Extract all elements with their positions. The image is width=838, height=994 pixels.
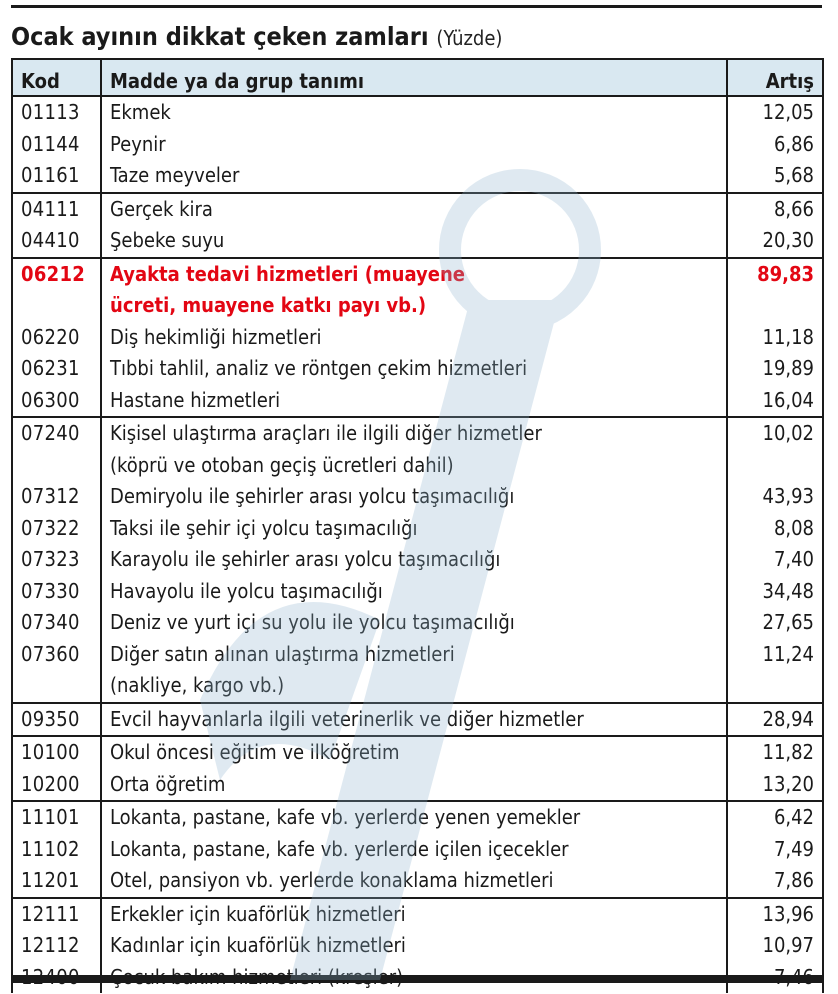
table-row: [12, 639, 823, 703]
cell-increase: 89,83: [727, 258, 823, 322]
table-row: [12, 160, 823, 193]
cell-increase: 6,86: [727, 129, 823, 161]
cell-increase: 16,04: [727, 385, 823, 418]
cell-increase: 7,49: [727, 834, 823, 866]
cell-increase: 7,40: [727, 544, 823, 576]
cell-description: [101, 96, 727, 129]
cell-increase: 13,20: [727, 769, 823, 802]
cell-code: 07340: [12, 607, 101, 639]
table-row: [12, 736, 823, 769]
cell-code: 04111: [12, 193, 101, 226]
description-line: Ayakta tedavi hizmetleri (muayene: [110, 261, 465, 286]
header-increase: Artış: [727, 59, 823, 96]
table-row: [12, 129, 823, 161]
description-line: Okul öncesi eğitim ve ilköğretim: [110, 740, 400, 764]
table-row: [12, 385, 823, 418]
cell-description: [101, 801, 727, 834]
table-row: [12, 769, 823, 802]
bottom-rule: [11, 975, 822, 983]
cell-increase: 11,18: [727, 322, 823, 354]
cell-description: [101, 703, 727, 737]
description-line: Deniz ve yurt içi su yolu ile yolcu taşımacılığı: [110, 610, 515, 634]
cell-description: [101, 607, 727, 639]
description-line: Taze meyveler: [110, 163, 240, 187]
description-line: Havayolu ile yolcu taşımacılığı: [110, 578, 383, 603]
header-code: Kod: [12, 59, 101, 96]
price-increase-table: [11, 58, 824, 993]
cell-description: [101, 193, 727, 226]
header-description: Madde ya da grup tanımı: [101, 59, 727, 96]
cell-code: 01144: [12, 129, 101, 161]
cell-description: [101, 258, 727, 322]
cell-increase: 11,24: [727, 639, 823, 703]
table-row: [12, 193, 823, 226]
cell-increase: 13,96: [727, 898, 823, 931]
cell-code: 12112: [12, 930, 101, 962]
description-line: Lokanta, pastane, kafe vb. yerlerde yenen yemekler: [110, 805, 581, 829]
cell-code: 06300: [12, 385, 101, 418]
cell-increase: 5,68: [727, 160, 823, 193]
cell-code: 07312: [12, 481, 101, 513]
table-row: [12, 417, 823, 481]
table-header-row: [12, 59, 823, 96]
description-line-2: (nakliye, kargo vb.): [110, 673, 285, 697]
cell-code: 07330: [12, 576, 101, 608]
cell-description: [101, 834, 727, 866]
table-row: [12, 930, 823, 962]
description-line: Orta öğretim: [110, 771, 226, 796]
description-line-2: (köprü ve otoban geçiş ücretleri dahil): [110, 452, 454, 477]
cell-code: 11201: [12, 865, 101, 898]
table-row: [12, 513, 823, 545]
table-row: [12, 481, 823, 513]
cell-code: 10100: [12, 736, 101, 769]
description-line: Lokanta, pastane, kafe vb. yerlerde içilen içecekler: [110, 836, 569, 861]
cell-description: [101, 322, 727, 354]
description-line-2: ücreti, muayene katkı payı vb.): [110, 293, 427, 317]
cell-description: [101, 129, 727, 161]
cell-description: [101, 769, 727, 802]
cell-description: [101, 481, 727, 513]
title-main: Ocak ayının dikkat çeken zamları: [11, 22, 429, 51]
cell-code: 07323: [12, 544, 101, 576]
cell-increase: 7,86: [727, 865, 823, 898]
cell-increase: 8,66: [727, 193, 823, 226]
cell-code: 11102: [12, 834, 101, 866]
cell-code: 11101: [12, 801, 101, 834]
cell-description: [101, 576, 727, 608]
description-line: Diğer satın alınan ulaştırma hizmetleri: [110, 641, 455, 666]
cell-increase: 27,65: [727, 607, 823, 639]
cell-increase: 19,89: [727, 353, 823, 385]
table-row: [12, 703, 823, 737]
description-line: Ekmek: [110, 100, 171, 124]
title-unit: (Yüzde): [436, 26, 503, 50]
table-row: [12, 322, 823, 354]
cell-code: 06231: [12, 353, 101, 385]
cell-increase: 20,30: [727, 225, 823, 258]
description-line: Gerçek kira: [110, 196, 213, 221]
description-line: Otel, pansiyon vb. yerlerde konaklama hizmetleri: [110, 868, 554, 892]
cell-code: 01113: [12, 96, 101, 129]
cell-description: [101, 513, 727, 545]
cell-code: 06212: [12, 258, 101, 322]
cell-description: [101, 898, 727, 931]
description-line: Kadınlar için kuaförlük hizmetleri: [110, 933, 406, 957]
cell-increase: 34,48: [727, 576, 823, 608]
cell-increase: 10,02: [727, 417, 823, 481]
description-line: Tıbbi tahlil, analiz ve röntgen çekim hizmetleri: [110, 356, 528, 380]
cell-increase: 43,93: [727, 481, 823, 513]
table-row: [12, 353, 823, 385]
description-line: Taksi ile şehir içi yolcu taşımacılığı: [110, 515, 418, 540]
description-line: Şebeke suyu: [110, 228, 225, 252]
top-rule: [11, 5, 404, 8]
table-row: [12, 576, 823, 608]
cell-increase: 8,08: [727, 513, 823, 545]
cell-code: 01161: [12, 160, 101, 193]
cell-increase: 11,82: [727, 736, 823, 769]
description-line: Diş hekimliği hizmetleri: [110, 324, 322, 349]
description-line: Demiryolu ile şehirler arası yolcu taşımacılığı: [110, 484, 515, 508]
cell-description: [101, 353, 727, 385]
cell-increase: 6,42: [727, 801, 823, 834]
table-row: [12, 544, 823, 576]
cell-description: [101, 160, 727, 193]
table-row: [12, 607, 823, 639]
table-row: [12, 258, 823, 322]
page-title: [11, 22, 502, 51]
cell-code: 07322: [12, 513, 101, 545]
table-row: [12, 834, 823, 866]
cell-code: 12111: [12, 898, 101, 931]
cell-code: 07240: [12, 417, 101, 481]
top-rule: [404, 5, 822, 8]
table-body: [12, 96, 823, 993]
table-row: [12, 225, 823, 258]
cell-description: [101, 544, 727, 576]
cell-code: 04410: [12, 225, 101, 258]
cell-code: 06220: [12, 322, 101, 354]
table-row: [12, 898, 823, 931]
cell-description: [101, 865, 727, 898]
table-row: [12, 801, 823, 834]
cell-increase: 12,05: [727, 96, 823, 129]
table-row: [12, 96, 823, 129]
cell-increase: 10,97: [727, 930, 823, 962]
cell-description: [101, 225, 727, 258]
cell-code: 10200: [12, 769, 101, 802]
description-line: Peynir: [110, 131, 166, 156]
description-line: Kişisel ulaştırma araçları ile ilgili diğer hizmetler: [110, 421, 542, 445]
cell-description: [101, 736, 727, 769]
cell-description: [101, 639, 727, 703]
cell-description: [101, 417, 727, 481]
description-line: Erkekler için kuaförlük hizmetleri: [110, 901, 406, 926]
description-line: Evcil hayvanlarla ilgili veterinerlik ve diğer hizmetler: [110, 706, 584, 731]
cell-description: [101, 930, 727, 962]
description-line: Karayolu ile şehirler arası yolcu taşımacılığı: [110, 547, 501, 571]
cell-code: 07360: [12, 639, 101, 703]
description-line: Hastane hizmetleri: [110, 387, 281, 412]
cell-increase: 28,94: [727, 703, 823, 737]
cell-description: [101, 385, 727, 418]
table-row: [12, 865, 823, 898]
cell-code: 09350: [12, 703, 101, 737]
